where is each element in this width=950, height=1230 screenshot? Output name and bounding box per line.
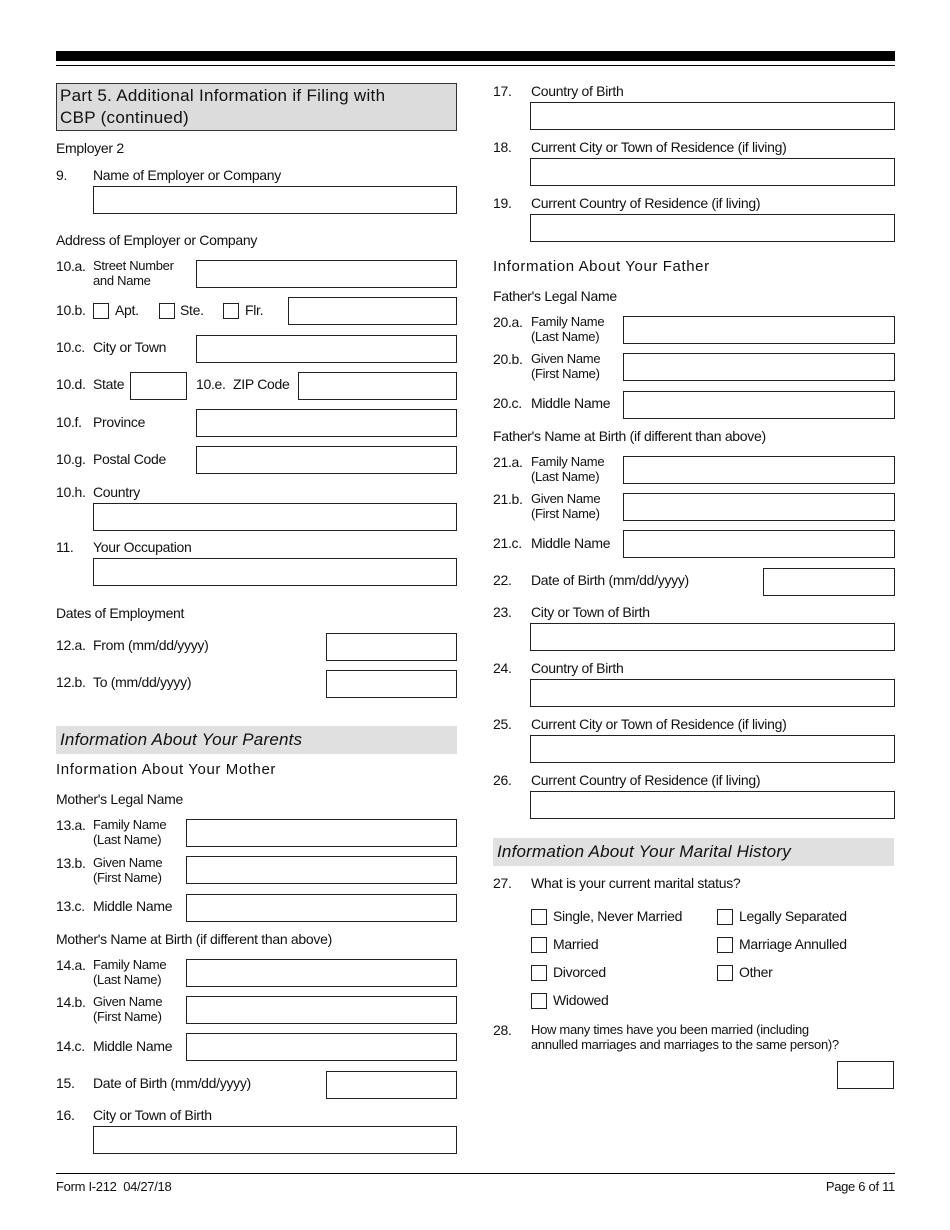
field-label: What is your current marital status?	[531, 875, 741, 891]
text-input-13-b[interactable]	[186, 856, 457, 884]
subheading: Address of Employer or Company	[56, 232, 258, 248]
field-label: Date of Birth (mm/dd/yyyy)	[93, 1075, 251, 1091]
text-input-10-c[interactable]	[196, 335, 457, 363]
marital-status-label: Divorced	[553, 964, 606, 980]
field-number: 10.h.	[56, 484, 86, 500]
text-input-12-a[interactable]	[326, 633, 457, 661]
subheading: Mother's Name at Birth (if different than above)	[56, 931, 332, 947]
marital-status-checkbox[interactable]	[531, 937, 547, 953]
checkbox-ste[interactable]	[159, 303, 175, 319]
text-input-9[interactable]	[93, 186, 457, 214]
text-input-10-a[interactable]	[196, 260, 457, 288]
subheading: Dates of Employment	[56, 605, 185, 621]
field-label: Current City or Town of Residence (if living)	[531, 716, 787, 732]
subheading: Employer 2	[56, 140, 124, 156]
field-label: City or Town of Birth	[93, 1107, 212, 1123]
field-label: Name of Employer or Company	[93, 167, 281, 183]
field-number: 27.	[493, 875, 512, 891]
text-input-10-b[interactable]	[288, 297, 457, 325]
text-input-10-d[interactable]	[130, 372, 187, 400]
checkbox-flr[interactable]	[223, 303, 239, 319]
field-number: 13.a.	[56, 817, 86, 833]
text-input-25[interactable]	[530, 735, 895, 763]
field-label: Country of Birth	[531, 660, 624, 676]
field-number: 10.e.	[196, 376, 226, 392]
field-label: Province	[93, 414, 146, 430]
checkbox-label-ste: Ste.	[180, 302, 204, 318]
field-number: 26.	[493, 772, 512, 788]
section-marital-history: Information About Your Marital History	[493, 838, 894, 866]
footer-rule	[56, 1173, 895, 1174]
checkbox-label-flr: Flr.	[245, 302, 264, 318]
text-input-21-c[interactable]	[623, 530, 895, 558]
field-number: 20.a.	[493, 314, 523, 330]
field-number: 16.	[56, 1107, 75, 1123]
field-label: Street Number and Name	[93, 258, 174, 288]
marital-status-label: Marriage Annulled	[739, 936, 847, 952]
field-label: From (mm/dd/yyyy)	[93, 637, 209, 653]
text-input-10-h[interactable]	[93, 503, 457, 531]
field-number: 23.	[493, 604, 512, 620]
text-input-28[interactable]	[837, 1061, 894, 1089]
marital-status-checkbox[interactable]	[531, 993, 547, 1009]
subheading: Father's Name at Birth (if different than above)	[493, 428, 766, 444]
field-label: Middle Name	[531, 395, 611, 411]
field-number: 28.	[493, 1022, 512, 1038]
field-label: Current Country of Residence (if living)	[531, 195, 761, 211]
text-input-23[interactable]	[530, 623, 895, 651]
text-input-14-a[interactable]	[186, 959, 457, 987]
field-label: Family Name (Last Name)	[531, 314, 605, 344]
marital-status-checkbox[interactable]	[717, 909, 733, 925]
text-input-13-c[interactable]	[186, 894, 457, 922]
text-input-16[interactable]	[93, 1126, 457, 1154]
marital-status-checkbox[interactable]	[717, 937, 733, 953]
field-number: 20.c.	[493, 395, 522, 411]
field-number: 10.g.	[56, 451, 86, 467]
field-label: Given Name (First Name)	[531, 351, 601, 381]
top-thin-rule	[56, 65, 895, 66]
field-number: 12.b.	[56, 674, 86, 690]
text-input-10-f[interactable]	[196, 409, 457, 437]
field-number: 11.	[56, 539, 74, 555]
field-label: How many times have you been married (including annulled marriages and marriages to the same person)?	[531, 1022, 839, 1052]
field-label: Family Name (Last Name)	[93, 957, 167, 987]
top-thick-rule	[56, 51, 895, 61]
subheading: Information About Your Mother	[56, 761, 277, 778]
text-input-10-e[interactable]	[298, 372, 457, 400]
field-label: Middle Name	[531, 535, 611, 551]
part-title-line1: Part 5. Additional Information if Filing with	[60, 86, 386, 105]
text-input-22[interactable]	[763, 568, 895, 596]
field-label: Given Name (First Name)	[531, 491, 601, 521]
footer-form-id: Form I-212 04/27/18	[56, 1179, 172, 1194]
field-number: 21.b.	[493, 491, 523, 507]
text-input-20-a[interactable]	[623, 316, 895, 344]
text-input-24[interactable]	[530, 679, 895, 707]
field-number: 24.	[493, 660, 512, 676]
field-number: 21.c.	[493, 535, 522, 551]
field-label: Country of Birth	[531, 83, 624, 99]
text-input-14-b[interactable]	[186, 996, 457, 1024]
marital-status-label: Other	[739, 964, 773, 980]
text-input-11[interactable]	[93, 558, 457, 586]
field-label: Date of Birth (mm/dd/yyyy)	[531, 572, 689, 588]
field-label: Current Country of Residence (if living)	[531, 772, 761, 788]
subheading: Information About Your Father	[493, 258, 710, 275]
field-number: 17.	[493, 83, 512, 99]
text-input-14-c[interactable]	[186, 1033, 457, 1061]
field-number: 14.c.	[56, 1038, 85, 1054]
footer-page-number: Page 6 of 11	[825, 1179, 895, 1194]
text-input-13-a[interactable]	[186, 819, 457, 847]
field-label: State	[93, 376, 125, 392]
marital-status-checkbox[interactable]	[531, 909, 547, 925]
field-number: 14.b.	[56, 994, 86, 1010]
text-input-20-b[interactable]	[623, 353, 895, 381]
marital-status-checkbox[interactable]	[531, 965, 547, 981]
field-number: 20.b.	[493, 351, 523, 367]
text-input-10-g[interactable]	[196, 446, 457, 474]
field-number: 9.	[56, 167, 68, 183]
checkbox-apt[interactable]	[93, 303, 109, 319]
field-label: Given Name (First Name)	[93, 855, 163, 885]
field-label: Country	[93, 484, 140, 500]
field-number: 13.c.	[56, 898, 85, 914]
field-label: Your Occupation	[93, 539, 192, 555]
field-label: To (mm/dd/yyyy)	[93, 674, 192, 690]
field-number: 10.c.	[56, 339, 85, 355]
field-number: 15.	[56, 1075, 75, 1091]
field-number: 18.	[493, 139, 512, 155]
text-input-15[interactable]	[326, 1071, 457, 1099]
field-number: 22.	[493, 572, 512, 588]
field-number: 10.f.	[56, 414, 82, 430]
field-label: Middle Name	[93, 1038, 173, 1054]
marital-status-label: Widowed	[553, 992, 609, 1008]
field-label: City or Town	[93, 339, 167, 355]
field-number: 10.b.	[56, 302, 86, 318]
field-label: City or Town of Birth	[531, 604, 650, 620]
marital-status-label: Legally Separated	[739, 908, 847, 924]
text-input-17[interactable]	[530, 102, 895, 130]
marital-status-label: Single, Never Married	[553, 908, 683, 924]
field-label: Middle Name	[93, 898, 173, 914]
part-title-line2: CBP (continued)	[60, 108, 189, 127]
field-number: 14.a.	[56, 957, 86, 973]
field-number: 13.b.	[56, 855, 86, 871]
marital-status-checkbox[interactable]	[717, 965, 733, 981]
text-input-19[interactable]	[530, 214, 895, 242]
subheading: Father's Legal Name	[493, 288, 617, 304]
subheading: Mother's Legal Name	[56, 791, 183, 807]
field-label: Family Name (Last Name)	[531, 454, 605, 484]
field-number: 10.d.	[56, 376, 86, 392]
field-label: Given Name (First Name)	[93, 994, 163, 1024]
field-label: Family Name (Last Name)	[93, 817, 167, 847]
field-number: 12.a.	[56, 637, 86, 653]
text-input-21-a[interactable]	[623, 456, 895, 484]
field-label: ZIP Code	[233, 376, 290, 392]
checkbox-label-apt: Apt.	[115, 302, 139, 318]
field-number: 21.a.	[493, 454, 523, 470]
field-label: Current City or Town of Residence (if living)	[531, 139, 787, 155]
marital-status-label: Married	[553, 936, 599, 952]
text-input-21-b[interactable]	[623, 493, 895, 521]
field-label: Postal Code	[93, 451, 166, 467]
field-number: 25.	[493, 716, 512, 732]
text-input-18[interactable]	[530, 158, 895, 186]
text-input-12-b[interactable]	[326, 670, 457, 698]
field-number: 10.a.	[56, 258, 86, 274]
field-number: 19.	[493, 195, 512, 211]
section-parents: Information About Your Parents	[56, 726, 457, 754]
part-header	[56, 83, 457, 131]
text-input-26[interactable]	[530, 791, 895, 819]
text-input-20-c[interactable]	[623, 391, 895, 419]
